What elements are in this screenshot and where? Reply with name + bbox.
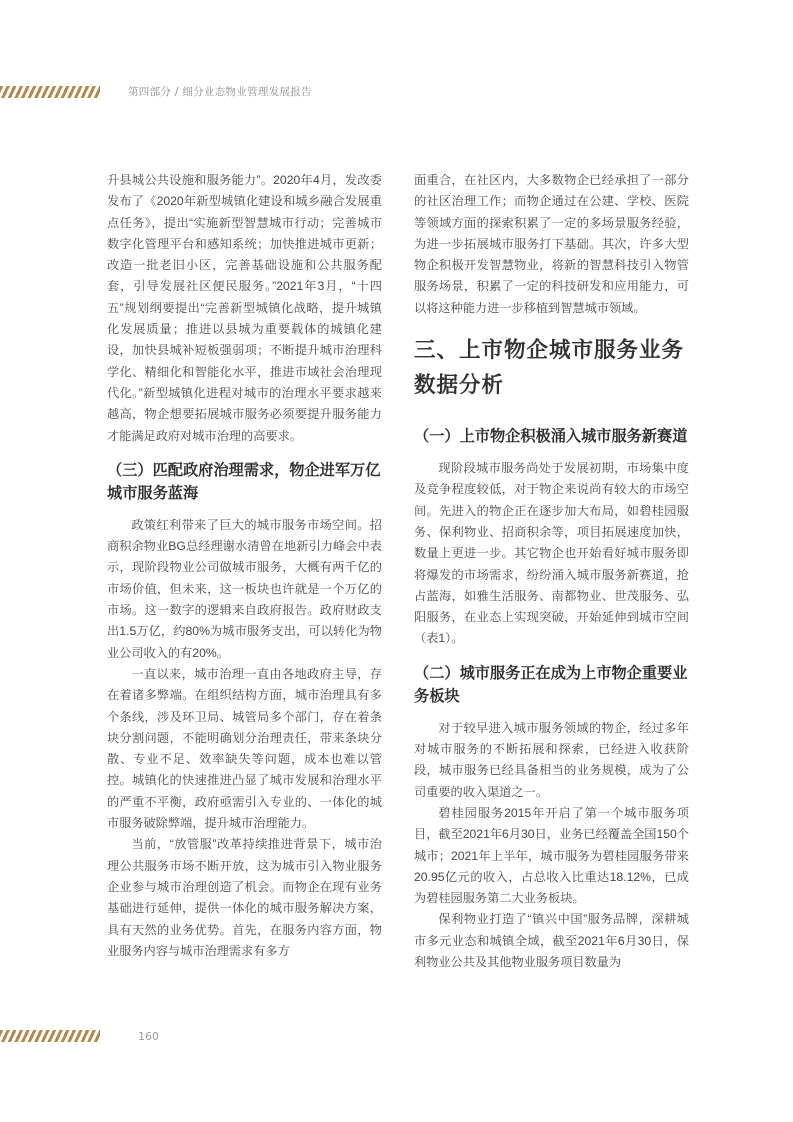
chapter-heading: 三、上市物企城市服务业务数据分析 — [414, 338, 685, 399]
paragraph: 现阶段城市服务尚处于发展初期，市场集中度及竞争程度较低，对于物企来说尚有较大的市场空间。先进入的物企正在逐步加大布局，如碧桂园服务、保利物业、招商积余等，项目拓展速度加快，数量上更进一步。其它物企也开始看好城市服务即将爆发的市场需求，纷纷涌入城市服务新赛道，抢占蓝海，如雅生活服务、南都物业、世茂服务、弘阳服务，在业态上实现突破，开始延伸到城市空间（表1）。 — [414, 461, 689, 646]
paragraph: 当前，“放管服”改革持续推进背景下，城市治理公共服务市场不断开放，这为城市引入物业服务企业参与城市治理创造了机会。而物企在现有业务基础进行延伸，提供一体化的城市服务解决方案，具有天然的业务优势。首先，在服务内容方面，物业服务内容与城市治理需求有多方 — [107, 837, 382, 958]
right-column — [414, 170, 689, 973]
running-header: 第四部分 / 细分业态物业管理发展报告 — [128, 86, 312, 98]
page-number: 160 — [138, 1030, 159, 1043]
paragraph: 碧桂园服务2015年开启了第一个城市服务项目，截至2021年6月30日，业务已经覆盖全国150个城市；2021年上半年，城市服务为碧桂园服务带来20.95亿元的收入，占总收入比重达18.12%，已成为碧桂园服务第二大业务板块。 — [414, 805, 689, 906]
paragraph: 升县城公共设施和服务能力”。2020年4月，发改委发布了《2020年新型城镇化建设和城乡融合发展重点任务》，提出“实施新型智慧城市行动；完善城市数字化管理平台和感知系统；加快推进城市更新；改造一批老旧小区，完善基础设施和公共服务配套，引导发展社区便民服务。”2021年3月，“十四五”规划纲要提出“完善新型城镇化战略，提升城镇化发展质量；推进以县城为重要载体的城镇化建设，加快县城补短板强弱项；不断提升城市治理科学化、精细化和智能化水平，推进市域社会治理现代化。”新型城镇化进程对城市的治理水平要求越来越高，物企想要拓展城市服务必须要提升服务能力才能满足政府对城市治理的高要求。 — [107, 173, 382, 443]
paragraph: 一直以来，城市治理一直由各地政府主导，存在着诸多弊端。在组织结构方面，城市治理具有多个条线，涉及环卫局、城管局多个部门，存在着条块分割问题，不能明确划分治理责任，带来条块分散、专业不足、效率缺失等问题，成本也难以管控。城镇化的快速推进凸显了城市发展和治理水平的严重不平衡，政府亟需引入专业的、一体化的城市服务破除弊端，提升城市治理能力。 — [107, 666, 382, 831]
section-heading: （三）匹配政府治理需求，物企进军万亿城市服务蓝海 — [107, 460, 381, 502]
section-heading: （一）上市物企积极涌入城市服务新赛道 — [414, 427, 688, 446]
section-heading: （二）城市服务正在成为上市物企重要业务板块 — [414, 663, 688, 705]
left-column — [107, 170, 382, 962]
paragraph: 政策红利带来了巨大的城市服务市场空间。招商积余物业BG总经理谢水清曾在地新引力峰会中表示，现阶段物业公司做城市服务，大概有两千亿的市场价值，但未来，这一板块也许就是一个万亿的市场。这一数字的逻辑来自政府报告。政府财政支出1.5万亿，约80%为城市服务支出，可以转化为物业公司收入的有20%。 — [107, 517, 382, 660]
header-stripe-decoration — [0, 86, 100, 98]
paragraph: 对于较早进入城市服务领域的物企，经过多年对城市服务的不断拓展和探索，已经进入收获阶段，城市服务已经具备相当的业务规模，成为了公司重要的收入渠道之一。 — [414, 720, 689, 799]
paragraph: 面重合，在社区内，大多数物企已经承担了一部分的社区治理工作；而物企通过在公建、学校、医院等领域方面的探索积累了一定的多场景服务经验，为进一步拓展城市服务打下基础。其次，许多大型物企积极开发智慧物业，将新的智慧科技引入物管服务场景，积累了一定的科技研发和应用能力，可以将这种能力进一步移植到智慧城市领域。 — [414, 173, 689, 315]
footer-stripe-decoration — [0, 1030, 100, 1042]
paragraph: 保利物业打造了“镇兴中国”服务品牌，深耕城市多元业态和城镇全域，截至2021年6月30日，保利物业公共及其他物业服务项目数量为 — [414, 912, 689, 970]
